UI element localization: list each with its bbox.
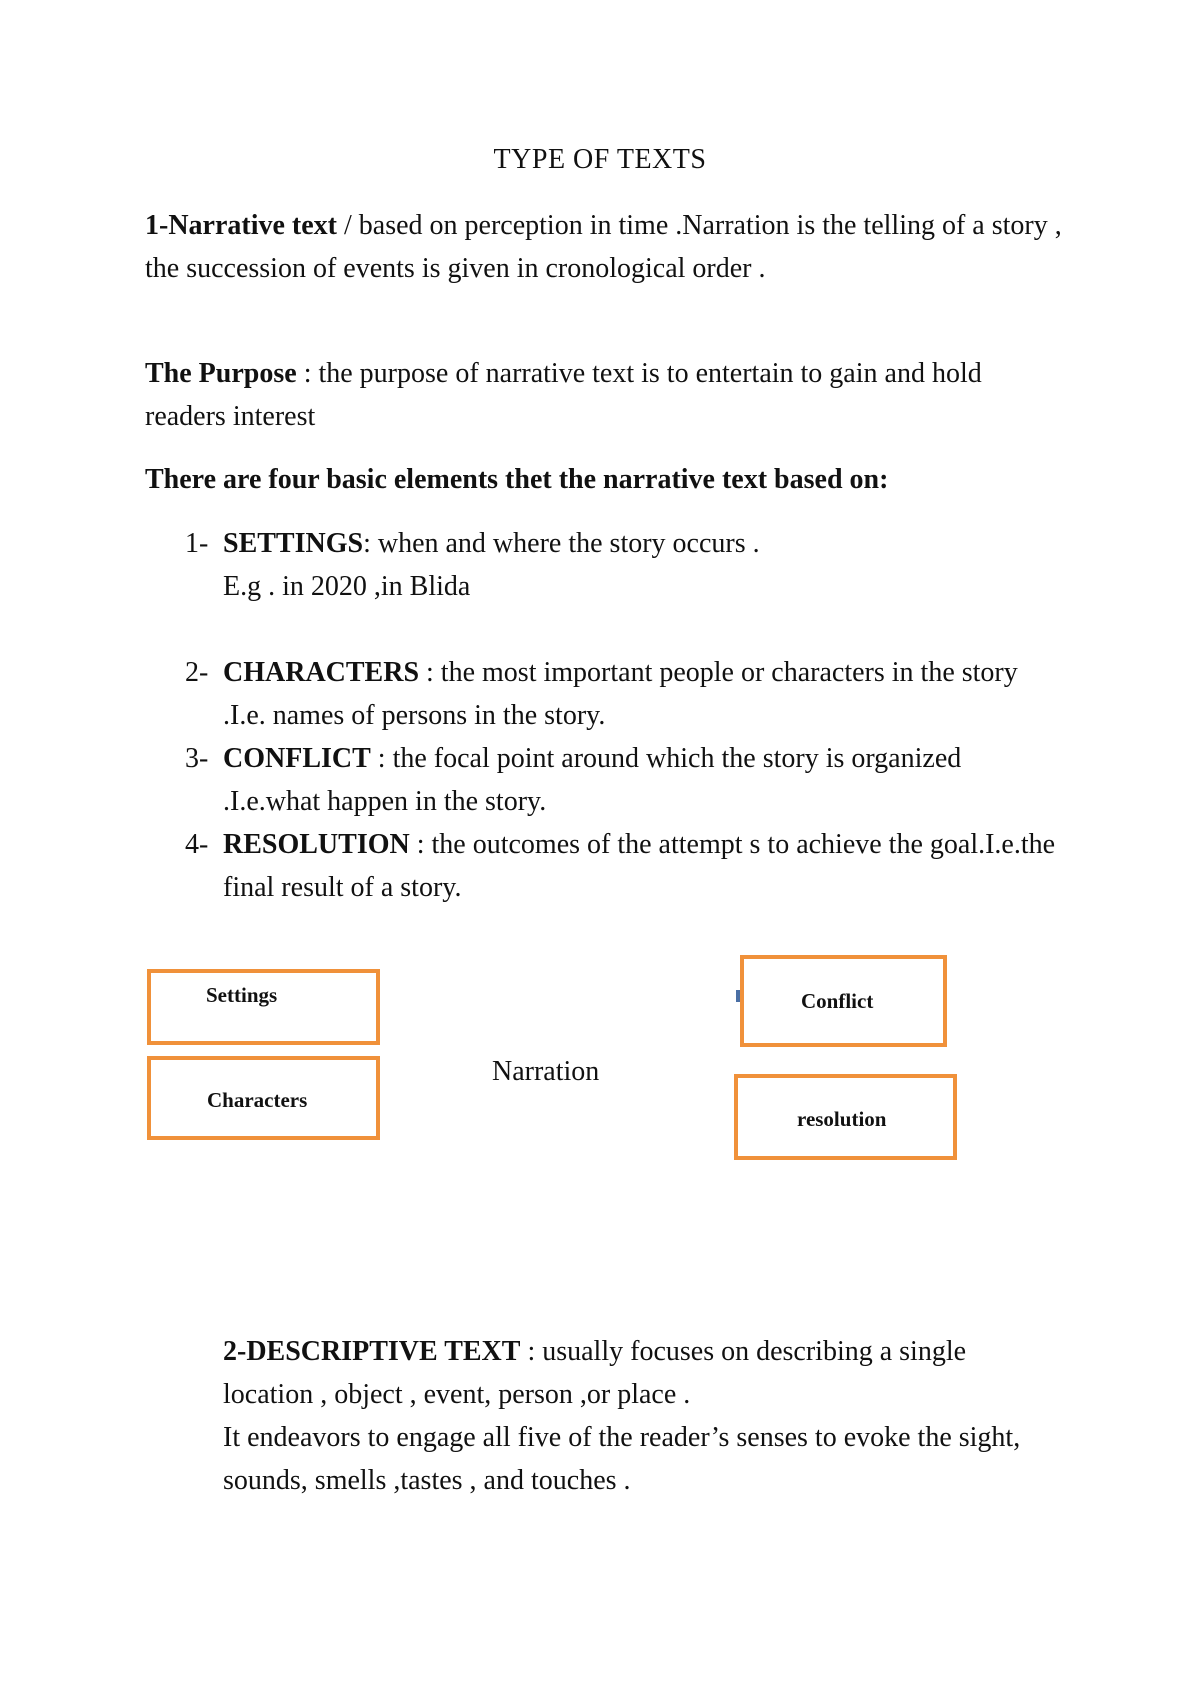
- descriptive-text-2: It endeavors to engage all five of the reader’s senses to evoke the sight, sounds, smells ,tastes , and touches .: [223, 1422, 1021, 1496]
- list-item-text: : the most important people or characters in the story .I.e. names of persons in the story.: [223, 657, 1018, 731]
- narrative-paragraph: [145, 204, 1065, 290]
- list-item-text: : the focal point around which the story is organized .I.e.what happen in the story.: [223, 743, 962, 817]
- purpose-text: : the purpose of narrative text is to entertain to gain and hold readers interest: [145, 358, 982, 432]
- list-item: [185, 522, 1065, 608]
- narrative-label: 1-Narrative text: [145, 210, 338, 241]
- purpose-paragraph: [145, 352, 1065, 438]
- diagram-center-label: Narration: [492, 1056, 600, 1087]
- list-item: [185, 823, 1065, 909]
- list-item-label: RESOLUTION: [223, 829, 410, 860]
- settings-box-label: Settings: [206, 983, 278, 1007]
- list-item-label: CHARACTERS: [223, 657, 420, 688]
- page-title: TYPE OF TEXTS: [493, 144, 707, 175]
- conflict-box-label: Conflict: [801, 989, 874, 1013]
- characters-box: [147, 1056, 380, 1140]
- resolution-box: [734, 1074, 957, 1160]
- characters-box-label: Characters: [207, 1088, 308, 1112]
- list-item-number: 3-: [185, 743, 209, 774]
- list-item-number: 4-: [185, 829, 209, 860]
- settings-box: [147, 969, 380, 1045]
- descriptive-paragraph: [223, 1330, 1063, 1502]
- list-item-text: : when and where the story occurs .: [363, 528, 760, 559]
- descriptive-text: : usually focuses on describing a single location , object , event, person ,or place .: [223, 1336, 967, 1410]
- list-item-number: 1-: [185, 528, 209, 559]
- list-item: [185, 737, 1065, 823]
- conflict-box: [740, 955, 947, 1047]
- resolution-box-label: resolution: [797, 1107, 887, 1131]
- descriptive-label: 2-DESCRIPTIVE TEXT: [223, 1336, 521, 1367]
- elements-list: [185, 522, 1065, 909]
- purpose-label: The Purpose: [145, 358, 297, 389]
- list-item-label: SETTINGS: [223, 528, 364, 559]
- elements-heading: There are four basic elements thet the narrative text based on:: [145, 464, 889, 495]
- list-item-example: E.g . in 2020 ,in Blida: [223, 571, 471, 602]
- list-item: [185, 651, 1065, 737]
- list-item-text: : the outcomes of the attempt s to achieve the goal.I.e.the final result of a story.: [223, 829, 1056, 903]
- list-item-number: 2-: [185, 657, 209, 688]
- list-item-label: CONFLICT: [223, 743, 371, 774]
- narrative-text: / based on perception in time .Narration is the telling of a story , the succession of events is given in cronological order .: [145, 210, 1062, 284]
